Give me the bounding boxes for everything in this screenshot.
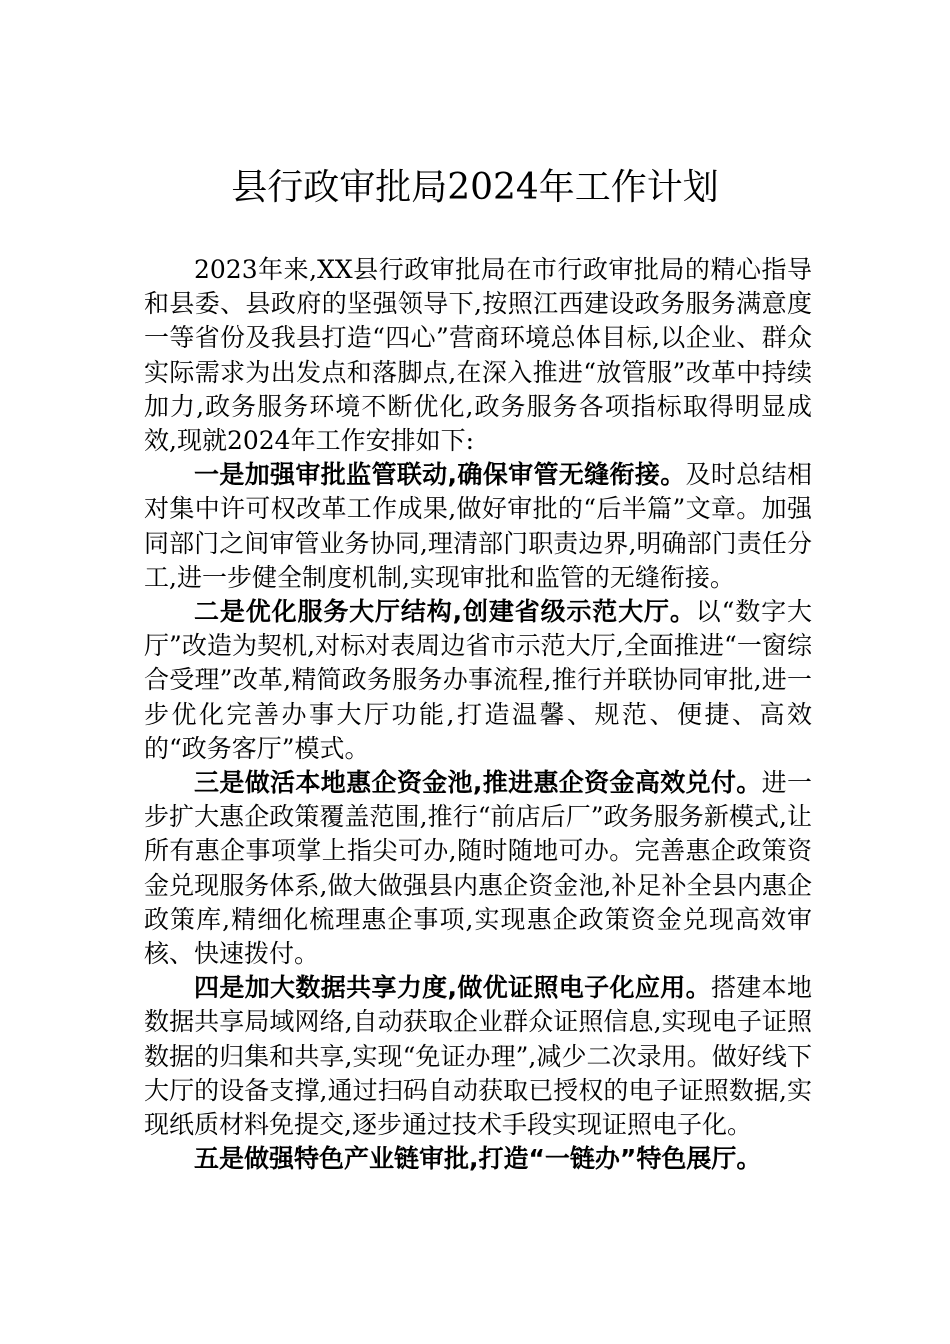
section-body-2: 以“数字大厅”改造为契机,对标对表周边省市示范大厅,全面推进“一窗综合受理”改革,精简政务服务办事流程,推行并联协同审批,进一步优化完善办事大厅功能,打造温馨、规范、便捷、高效的“政务客厅”模式。 [144, 597, 812, 763]
section-heading-4: 四是加大数据共享力度,做优证照电子化应用。 [194, 973, 711, 1003]
section-heading-5: 五是做强特色产业链审批,打造“一链办”特色展厅。 [194, 1144, 762, 1174]
section-heading-2: 二是优化服务大厅结构,创建省级示范大厅。 [194, 597, 696, 627]
section-paragraph-5 [144, 1142, 812, 1176]
intro-paragraph: 2023年来,XX县行政审批局在市行政审批局的精心指导和县委、县政府的坚强领导下,按照江西建设政务服务满意度一等省份及我县打造“四心”营商环境总体目标,以企业、群众实际需求为出发点和落脚点,在深入推进“放管服”改革中持续加力,政务服务环境不断优化,政务服务各项指标取得明显成效,现就2024年工作安排如下: [144, 255, 812, 456]
section-body-1: 及时总结相对集中许可权改革工作成果,做好审批的“后半篇”文章。加强同部门之间审管业务协同,理清部门职责边界,明确部门责任分工,进一步健全制度机制,实现审批和监管的无缝衔接。 [144, 460, 812, 592]
section-paragraph-4 [144, 971, 812, 1142]
section-paragraph-1 [144, 458, 812, 595]
section-heading-3: 三是做活本地惠企资金池,推进惠企资金高效兑付。 [194, 768, 762, 798]
document-title: 县行政审批局2024年工作计划 [231, 167, 719, 208]
section-body-3: 进一步扩大惠企政策覆盖范围,推行“前店后厂”政务服务新模式,让所有惠企事项掌上指尖可办,随时随地可办。完善惠企政策资金兑现服务体系,做大做强县内惠企资金池,补足补全县内惠企政策库,精细化梳理惠企事项,实现惠企政策资金兑现高效审核、快速拨付。 [144, 768, 812, 969]
section-heading-1: 一是加强审批监管联动,确保审管无缝衔接。 [194, 460, 686, 490]
section-paragraph-3 [144, 766, 812, 971]
document-body [144, 253, 812, 1176]
section-body-4: 搭建本地数据共享局域网络,自动获取企业群众证照信息,实现电子证照数据的归集和共享,实现“免证办理”,减少二次录用。做好线下大厅的设备支撑,通过扫码自动获取已授权的电子证照数据,实现纸质材料免提交,逐步通过技术手段实现证照电子化。 [144, 973, 812, 1140]
section-paragraph-2 [144, 595, 812, 766]
